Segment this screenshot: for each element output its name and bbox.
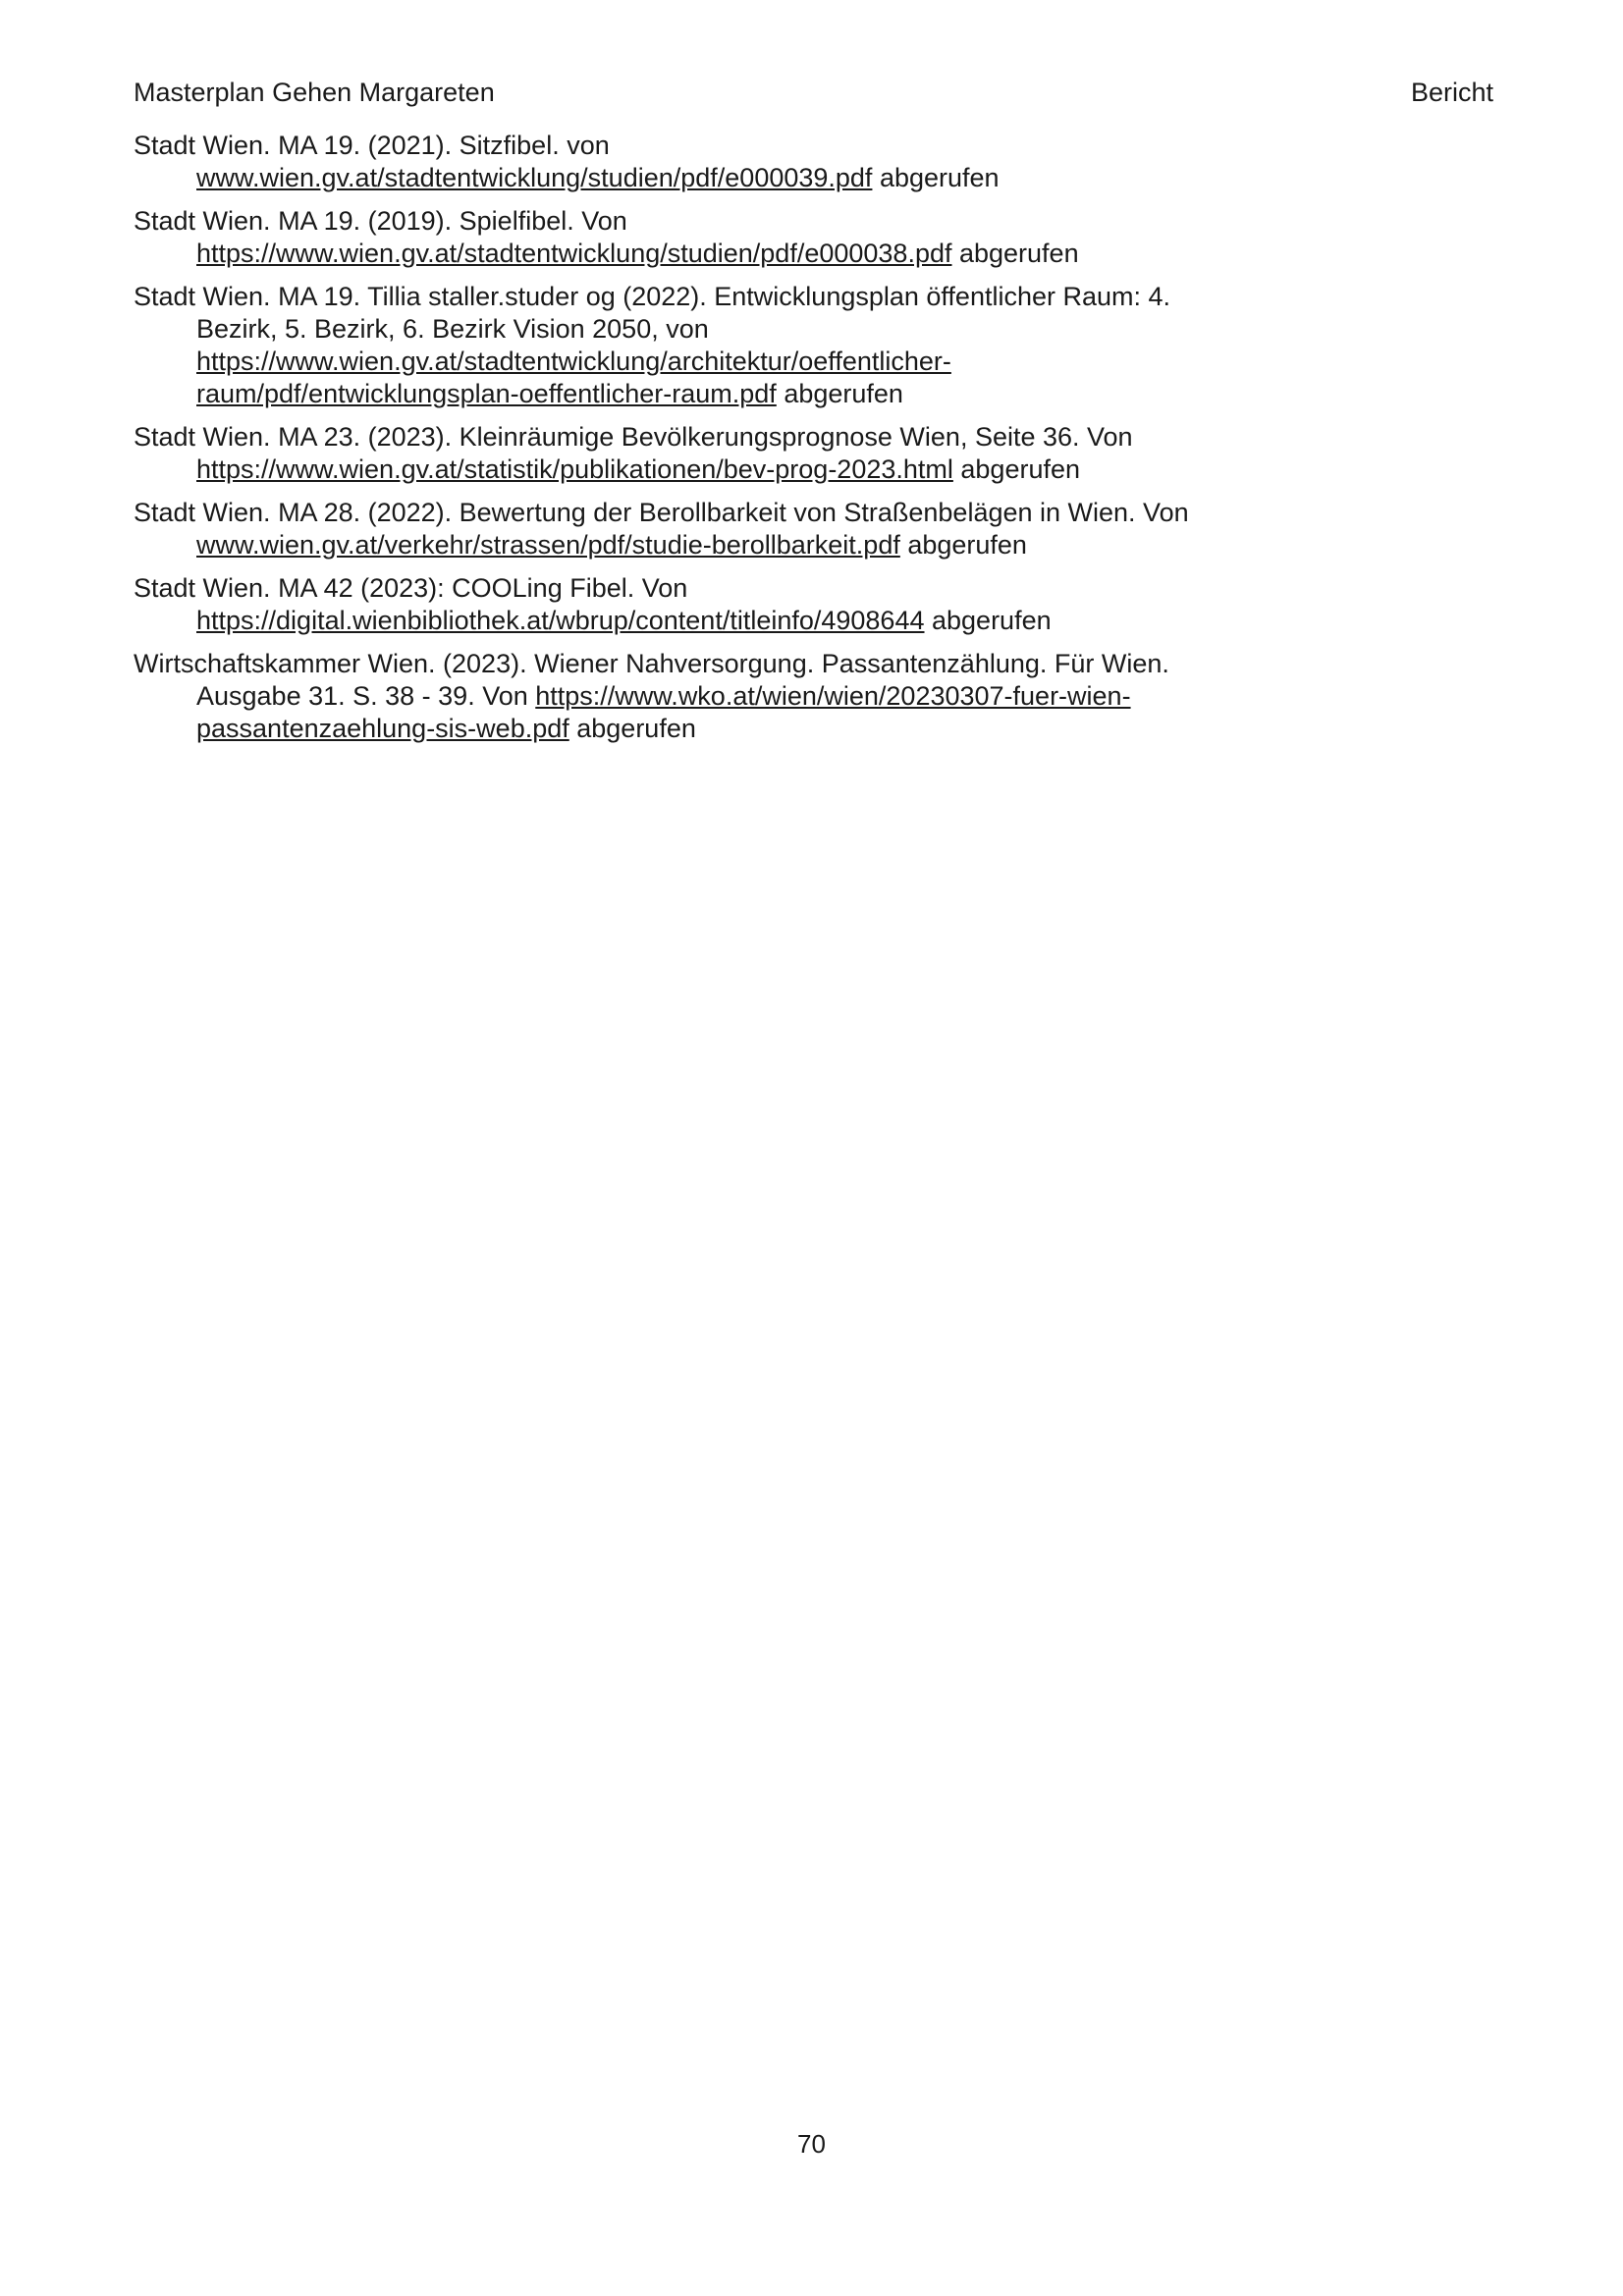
- reference-entry: [134, 648, 1500, 745]
- reference-text: Stadt Wien. MA 19. Tillia staller.studer og (2022). Entwicklungsplan öffentlicher Raum: 4.: [134, 282, 1171, 311]
- reference-text: Ausgabe 31. S. 38 - 39. Von: [196, 681, 536, 711]
- reference-entry: [134, 205, 1500, 270]
- reference-link[interactable]: https://www.wko.at/wien/wien/20230307-fuer-wien-: [535, 681, 1131, 711]
- reference-text: Wirtschaftskammer Wien. (2023). Wiener Nahversorgung. Passantenzählung. Für Wien.: [134, 649, 1169, 678]
- reference-text: Stadt Wien. MA 28. (2022). Bewertung der Berollbarkeit von Straßenbelägen in Wien. Von: [134, 498, 1189, 527]
- reference-entry: [134, 572, 1500, 637]
- reference-link[interactable]: https://www.wien.gv.at/stadtentwicklung/studien/pdf/e000038.pdf: [196, 239, 952, 268]
- reference-entry: [134, 421, 1500, 486]
- reference-text: Stadt Wien. MA 42 (2023): COOLing Fibel. Von: [134, 573, 688, 603]
- reference-text: abgerufen: [776, 379, 903, 408]
- reference-link[interactable]: https://digital.wienbibliothek.at/wbrup/content/titleinfo/4908644: [196, 606, 925, 635]
- page-number: 70: [797, 2129, 826, 2159]
- reference-entry: [134, 497, 1500, 561]
- page-header: [134, 77, 1493, 109]
- reference-text: abgerufen: [924, 606, 1052, 635]
- reference-text: abgerufen: [951, 239, 1079, 268]
- reference-text: abgerufen: [952, 454, 1080, 484]
- reference-text: Stadt Wien. MA 19. (2021). Sitzfibel. von: [134, 131, 610, 160]
- reference-text: Bezirk, 5. Bezirk, 6. Bezirk Vision 2050, von: [196, 314, 709, 344]
- reference-text: abgerufen: [568, 714, 696, 743]
- reference-link[interactable]: https://www.wien.gv.at/statistik/publikationen/bev-prog-2023.html: [196, 454, 953, 484]
- reference-text: abgerufen: [872, 163, 1000, 192]
- references-list: [134, 130, 1500, 756]
- reference-link[interactable]: raum/pdf/entwicklungsplan-oeffentlicher-raum.pdf: [196, 379, 777, 408]
- reference-link[interactable]: www.wien.gv.at/stadtentwicklung/studien/pdf/e000039.pdf: [196, 163, 873, 192]
- page-footer: [0, 2128, 1623, 2160]
- reference-text: Stadt Wien. MA 19. (2019). Spielfibel. Von: [134, 206, 627, 236]
- reference-link[interactable]: passantenzaehlung-sis-web.pdf: [196, 714, 569, 743]
- reference-entry: [134, 130, 1500, 194]
- reference-text: abgerufen: [899, 530, 1027, 560]
- reference-link[interactable]: https://www.wien.gv.at/stadtentwicklung/architektur/oeffentlicher-: [196, 347, 951, 376]
- reference-link[interactable]: www.wien.gv.at/verkehr/strassen/pdf/studie-berollbarkeit.pdf: [196, 530, 900, 560]
- reference-entry: [134, 281, 1500, 410]
- reference-text: Stadt Wien. MA 23. (2023). Kleinräumige Bevölkerungsprognose Wien, Seite 36. Von: [134, 422, 1133, 452]
- header-document-title: Masterplan Gehen Margareten: [134, 78, 495, 107]
- header-section-label: Bericht: [1410, 78, 1493, 107]
